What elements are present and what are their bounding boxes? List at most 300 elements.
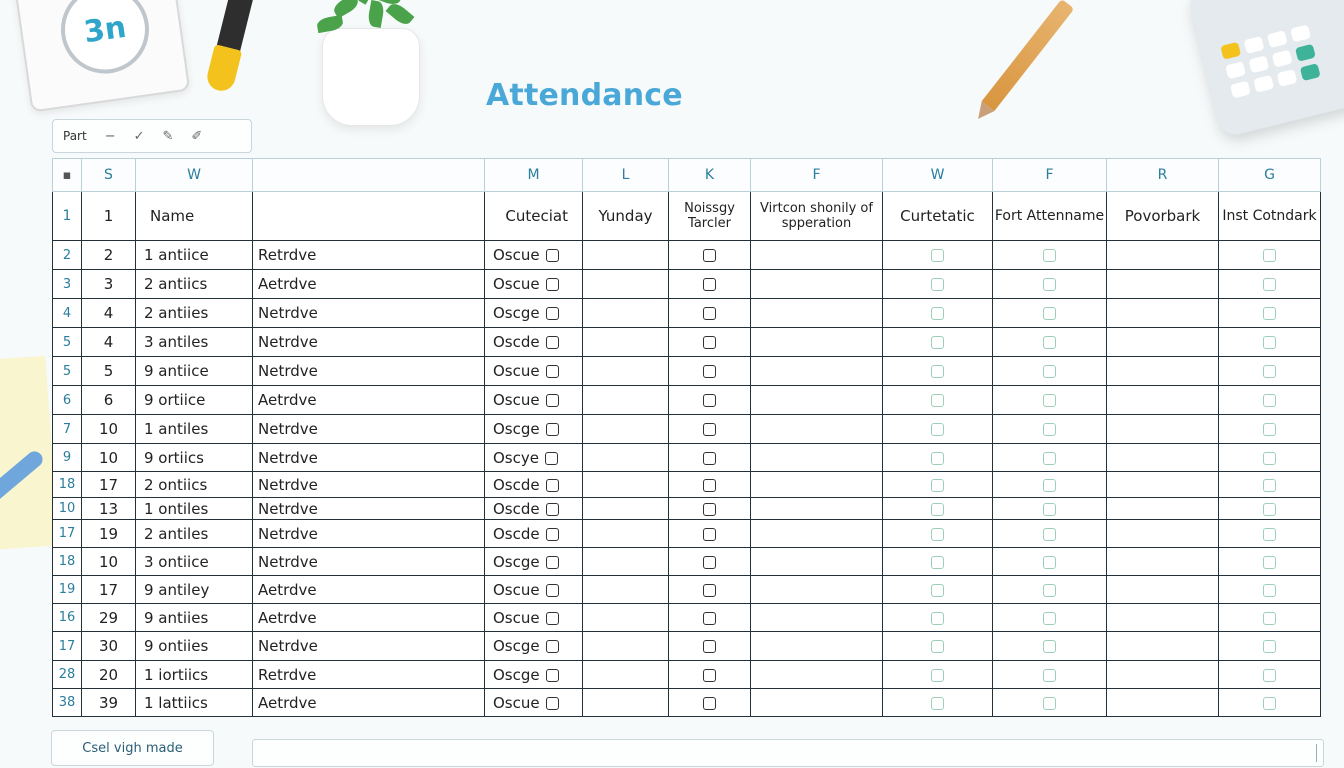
column-letter[interactable]: F xyxy=(751,159,883,192)
cell-empty[interactable] xyxy=(1107,415,1219,444)
cell-empty[interactable] xyxy=(1107,328,1219,357)
checkbox[interactable] xyxy=(546,640,559,653)
cell-checkbox[interactable] xyxy=(883,357,993,386)
row-number[interactable]: 9 xyxy=(53,444,82,472)
brush-icon[interactable]: ✐ xyxy=(191,128,203,144)
checkbox[interactable] xyxy=(703,479,716,492)
cell-status[interactable]: Netrdve xyxy=(253,498,485,520)
cell-empty[interactable] xyxy=(751,299,883,328)
checkbox[interactable] xyxy=(1263,452,1276,465)
row-number[interactable]: 16 xyxy=(53,604,82,632)
cell-empty[interactable] xyxy=(751,548,883,576)
cell-exam[interactable] xyxy=(485,386,583,415)
cell-checkbox[interactable] xyxy=(993,520,1107,548)
cell-empty[interactable] xyxy=(1107,444,1219,472)
checkbox[interactable] xyxy=(931,503,944,516)
cell-number[interactable]: 10 xyxy=(82,548,136,576)
cell-empty[interactable] xyxy=(1107,472,1219,498)
cell-empty[interactable] xyxy=(751,604,883,632)
cell-name[interactable]: 2 ontiics xyxy=(136,472,253,498)
cell-empty[interactable] xyxy=(751,386,883,415)
cell-checkbox[interactable] xyxy=(883,661,993,689)
checkbox[interactable] xyxy=(1263,365,1276,378)
cell-empty[interactable] xyxy=(583,576,669,604)
checkbox[interactable] xyxy=(1263,249,1276,262)
checkbox[interactable] xyxy=(1043,640,1056,653)
checkbox[interactable] xyxy=(1043,503,1056,516)
cell-exam[interactable] xyxy=(485,299,583,328)
cell-checkbox[interactable] xyxy=(1219,357,1321,386)
select-all-corner[interactable]: ▪ xyxy=(53,159,82,192)
cell-checkbox[interactable] xyxy=(669,520,751,548)
cell-checkbox[interactable] xyxy=(669,328,751,357)
cell-exam[interactable] xyxy=(485,357,583,386)
column-letter[interactable]: K xyxy=(669,159,751,192)
cell-checkbox[interactable] xyxy=(1219,661,1321,689)
cell-checkbox[interactable] xyxy=(993,328,1107,357)
cell-name[interactable]: 3 antiles xyxy=(136,328,253,357)
cell-checkbox[interactable] xyxy=(883,386,993,415)
header-cell[interactable] xyxy=(253,192,485,241)
cell-empty[interactable] xyxy=(751,241,883,270)
row-number[interactable]: 17 xyxy=(53,520,82,548)
cell-status[interactable]: Netrdve xyxy=(253,299,485,328)
cell-checkbox[interactable] xyxy=(883,241,993,270)
checkbox[interactable] xyxy=(1043,584,1056,597)
cell-checkbox[interactable] xyxy=(1219,386,1321,415)
column-letter[interactable]: L xyxy=(583,159,669,192)
cell-name[interactable]: 9 antiley xyxy=(136,576,253,604)
cell-checkbox[interactable] xyxy=(883,444,993,472)
cell-empty[interactable] xyxy=(1107,270,1219,299)
header-cell[interactable]: Povorbark xyxy=(1107,192,1219,241)
cell-number[interactable]: 3 xyxy=(82,270,136,299)
checkbox[interactable] xyxy=(1043,394,1056,407)
dash-icon[interactable]: − xyxy=(104,128,116,144)
cell-exam[interactable] xyxy=(485,444,583,472)
cell-checkbox[interactable] xyxy=(1219,444,1321,472)
checkbox[interactable] xyxy=(546,423,559,436)
cell-empty[interactable] xyxy=(583,357,669,386)
cell-number[interactable]: 29 xyxy=(82,604,136,632)
checkbox[interactable] xyxy=(1043,669,1056,682)
cell-checkbox[interactable] xyxy=(883,520,993,548)
cell-checkbox[interactable] xyxy=(993,241,1107,270)
checkbox[interactable] xyxy=(931,479,944,492)
cell-status[interactable]: Netrdve xyxy=(253,415,485,444)
cell-empty[interactable] xyxy=(751,472,883,498)
cell-number[interactable]: 4 xyxy=(82,328,136,357)
cell-checkbox[interactable] xyxy=(883,689,993,717)
checkbox[interactable] xyxy=(1263,394,1276,407)
checkbox[interactable] xyxy=(931,584,944,597)
cell-checkbox[interactable] xyxy=(669,576,751,604)
row-number[interactable]: 4 xyxy=(53,299,82,328)
row-number[interactable]: 10 xyxy=(53,498,82,520)
cell-checkbox[interactable] xyxy=(669,604,751,632)
checkbox[interactable] xyxy=(1263,612,1276,625)
cell-checkbox[interactable] xyxy=(883,328,993,357)
cell-checkbox[interactable] xyxy=(993,357,1107,386)
cell-exam[interactable] xyxy=(485,270,583,299)
cell-empty[interactable] xyxy=(583,498,669,520)
cell-checkbox[interactable] xyxy=(1219,415,1321,444)
cell-name[interactable]: 1 antiice xyxy=(136,241,253,270)
cell-checkbox[interactable] xyxy=(993,576,1107,604)
cell-status[interactable]: Aetrdve xyxy=(253,270,485,299)
pen-icon[interactable]: ✎ xyxy=(162,128,174,144)
checkbox[interactable] xyxy=(1263,528,1276,541)
cell-checkbox[interactable] xyxy=(669,357,751,386)
checkbox[interactable] xyxy=(703,528,716,541)
row-number[interactable]: 6 xyxy=(53,386,82,415)
checkbox[interactable] xyxy=(1043,479,1056,492)
cell-empty[interactable] xyxy=(751,576,883,604)
row-number[interactable]: 18 xyxy=(53,548,82,576)
cell-checkbox[interactable] xyxy=(993,498,1107,520)
cell-checkbox[interactable] xyxy=(669,241,751,270)
checkbox[interactable] xyxy=(546,669,559,682)
cell-status[interactable]: Aetrdve xyxy=(253,386,485,415)
cell-checkbox[interactable] xyxy=(883,270,993,299)
checkbox[interactable] xyxy=(1263,307,1276,320)
checkbox[interactable] xyxy=(1263,669,1276,682)
cell-empty[interactable] xyxy=(751,498,883,520)
cell-checkbox[interactable] xyxy=(1219,520,1321,548)
column-letter[interactable]: R xyxy=(1107,159,1219,192)
cell-checkbox[interactable] xyxy=(883,632,993,661)
cell-empty[interactable] xyxy=(1107,299,1219,328)
checkbox[interactable] xyxy=(703,365,716,378)
cell-empty[interactable] xyxy=(1107,604,1219,632)
cell-empty[interactable] xyxy=(1107,498,1219,520)
cell-checkbox[interactable] xyxy=(1219,328,1321,357)
cell-number[interactable]: 39 xyxy=(82,689,136,717)
checkbox[interactable] xyxy=(546,307,559,320)
cell-number[interactable]: 5 xyxy=(82,357,136,386)
cell-exam[interactable] xyxy=(485,548,583,576)
cell-empty[interactable] xyxy=(583,444,669,472)
checkbox[interactable] xyxy=(1263,556,1276,569)
cell-checkbox[interactable] xyxy=(1219,632,1321,661)
cell-empty[interactable] xyxy=(583,520,669,548)
checkbox[interactable] xyxy=(1043,307,1056,320)
header-cell[interactable]: 1 xyxy=(82,192,136,241)
cell-checkbox[interactable] xyxy=(883,415,993,444)
toolbar-label[interactable]: Part xyxy=(63,129,87,143)
checkbox[interactable] xyxy=(703,556,716,569)
cell-checkbox[interactable] xyxy=(669,270,751,299)
cell-number[interactable]: 4 xyxy=(82,299,136,328)
checkbox[interactable] xyxy=(703,669,716,682)
cell-checkbox[interactable] xyxy=(993,661,1107,689)
cell-name[interactable]: 9 antiies xyxy=(136,604,253,632)
row-number[interactable]: 38 xyxy=(53,689,82,717)
checkbox[interactable] xyxy=(703,697,716,710)
column-letter[interactable]: W xyxy=(136,159,253,192)
checkbox[interactable] xyxy=(546,336,559,349)
column-letter[interactable]: S xyxy=(82,159,136,192)
row-number[interactable]: 18 xyxy=(53,472,82,498)
checkbox[interactable] xyxy=(931,528,944,541)
cell-checkbox[interactable] xyxy=(1219,241,1321,270)
checkbox[interactable] xyxy=(703,584,716,597)
row-number[interactable]: 19 xyxy=(53,576,82,604)
cell-number[interactable]: 17 xyxy=(82,576,136,604)
cell-exam[interactable] xyxy=(485,241,583,270)
header-cell[interactable]: Cuteciat xyxy=(485,192,583,241)
checkbox[interactable] xyxy=(931,697,944,710)
column-letter[interactable]: G xyxy=(1219,159,1321,192)
checkbox[interactable] xyxy=(546,612,559,625)
row-number[interactable]: 28 xyxy=(53,661,82,689)
row-number[interactable]: 1 xyxy=(53,192,82,241)
checkbox[interactable] xyxy=(1043,423,1056,436)
cell-empty[interactable] xyxy=(583,299,669,328)
cell-empty[interactable] xyxy=(583,386,669,415)
cell-checkbox[interactable] xyxy=(1219,604,1321,632)
checkbox[interactable] xyxy=(1043,365,1056,378)
cell-name[interactable]: 1 lattiics xyxy=(136,689,253,717)
cell-checkbox[interactable] xyxy=(993,604,1107,632)
cell-empty[interactable] xyxy=(583,472,669,498)
cell-empty[interactable] xyxy=(583,415,669,444)
cell-status[interactable]: Netrdve xyxy=(253,472,485,498)
cell-empty[interactable] xyxy=(1107,386,1219,415)
header-cell[interactable]: Yunday xyxy=(583,192,669,241)
checkbox[interactable] xyxy=(931,307,944,320)
checkbox[interactable] xyxy=(931,640,944,653)
cell-checkbox[interactable] xyxy=(1219,270,1321,299)
cell-exam[interactable] xyxy=(485,576,583,604)
cell-checkbox[interactable] xyxy=(993,270,1107,299)
cell-empty[interactable] xyxy=(751,328,883,357)
checkbox[interactable] xyxy=(1043,612,1056,625)
cell-checkbox[interactable] xyxy=(993,444,1107,472)
cell-checkbox[interactable] xyxy=(1219,689,1321,717)
cell-exam[interactable] xyxy=(485,415,583,444)
cell-checkbox[interactable] xyxy=(993,415,1107,444)
cell-checkbox[interactable] xyxy=(993,299,1107,328)
cell-checkbox[interactable] xyxy=(993,386,1107,415)
checkbox[interactable] xyxy=(1043,452,1056,465)
cell-empty[interactable] xyxy=(751,661,883,689)
cell-exam[interactable] xyxy=(485,498,583,520)
cell-exam[interactable] xyxy=(485,604,583,632)
cell-status[interactable]: Netrdve xyxy=(253,444,485,472)
checkbox[interactable] xyxy=(703,503,716,516)
checkbox[interactable] xyxy=(1043,528,1056,541)
checkbox[interactable] xyxy=(703,307,716,320)
cell-empty[interactable] xyxy=(1107,661,1219,689)
checkbox[interactable] xyxy=(1263,697,1276,710)
cell-name[interactable]: 9 ortiics xyxy=(136,444,253,472)
cell-empty[interactable] xyxy=(1107,576,1219,604)
checkbox[interactable] xyxy=(703,612,716,625)
checkbox[interactable] xyxy=(546,394,559,407)
cell-empty[interactable] xyxy=(751,415,883,444)
cell-checkbox[interactable] xyxy=(883,548,993,576)
cell-checkbox[interactable] xyxy=(993,689,1107,717)
cell-exam[interactable] xyxy=(485,472,583,498)
cell-empty[interactable] xyxy=(583,661,669,689)
checkbox[interactable] xyxy=(931,452,944,465)
cell-exam[interactable] xyxy=(485,328,583,357)
header-cell[interactable]: Name xyxy=(136,192,253,241)
cell-checkbox[interactable] xyxy=(1219,472,1321,498)
cell-number[interactable]: 19 xyxy=(82,520,136,548)
cell-checkbox[interactable] xyxy=(1219,548,1321,576)
checkbox[interactable] xyxy=(1263,584,1276,597)
checkbox[interactable] xyxy=(546,528,559,541)
cell-status[interactable]: Retrdve xyxy=(253,661,485,689)
cell-name[interactable]: 9 antiice xyxy=(136,357,253,386)
header-cell[interactable]: Curtetatic xyxy=(883,192,993,241)
cell-exam[interactable] xyxy=(485,632,583,661)
checkbox[interactable] xyxy=(1263,278,1276,291)
cell-number[interactable]: 6 xyxy=(82,386,136,415)
header-cell[interactable]: Inst Cotndark xyxy=(1219,192,1321,241)
cell-empty[interactable] xyxy=(583,241,669,270)
cell-checkbox[interactable] xyxy=(669,548,751,576)
cell-checkbox[interactable] xyxy=(669,299,751,328)
row-number[interactable]: 5 xyxy=(53,357,82,386)
cell-empty[interactable] xyxy=(1107,520,1219,548)
check-icon[interactable]: ✓ xyxy=(133,128,145,144)
cell-empty[interactable] xyxy=(583,270,669,299)
checkbox[interactable] xyxy=(1263,479,1276,492)
scrollbar-handle[interactable] xyxy=(1316,744,1317,762)
cell-empty[interactable] xyxy=(1107,548,1219,576)
checkbox[interactable] xyxy=(1043,556,1056,569)
cell-empty[interactable] xyxy=(583,689,669,717)
cell-empty[interactable] xyxy=(751,357,883,386)
cell-name[interactable]: 2 antiies xyxy=(136,299,253,328)
checkbox[interactable] xyxy=(1043,697,1056,710)
cell-empty[interactable] xyxy=(1107,241,1219,270)
cell-checkbox[interactable] xyxy=(883,299,993,328)
checkbox[interactable] xyxy=(1263,640,1276,653)
cell-empty[interactable] xyxy=(583,604,669,632)
cell-name[interactable]: 2 antiles xyxy=(136,520,253,548)
cell-checkbox[interactable] xyxy=(669,498,751,520)
cell-number[interactable]: 2 xyxy=(82,241,136,270)
cell-status[interactable]: Netrdve xyxy=(253,357,485,386)
cell-status[interactable]: Aetrdve xyxy=(253,576,485,604)
header-cell[interactable]: Noissgy Tarcler xyxy=(669,192,751,241)
cell-name[interactable]: 9 ontiies xyxy=(136,632,253,661)
checkbox[interactable] xyxy=(1263,336,1276,349)
cell-name[interactable]: 3 ontiice xyxy=(136,548,253,576)
checkbox[interactable] xyxy=(931,556,944,569)
checkbox[interactable] xyxy=(931,612,944,625)
cell-checkbox[interactable] xyxy=(883,604,993,632)
cell-empty[interactable] xyxy=(583,632,669,661)
cell-exam[interactable] xyxy=(485,520,583,548)
cell-checkbox[interactable] xyxy=(883,498,993,520)
column-letter[interactable]: M xyxy=(485,159,583,192)
checkbox[interactable] xyxy=(546,697,559,710)
cell-checkbox[interactable] xyxy=(669,632,751,661)
row-number[interactable]: 2 xyxy=(53,241,82,270)
checkbox[interactable] xyxy=(546,556,559,569)
checkbox[interactable] xyxy=(931,423,944,436)
cell-checkbox[interactable] xyxy=(1219,299,1321,328)
cell-number[interactable]: 10 xyxy=(82,415,136,444)
cell-status[interactable]: Netrdve xyxy=(253,632,485,661)
checkbox[interactable] xyxy=(1043,278,1056,291)
checkbox[interactable] xyxy=(931,394,944,407)
row-number[interactable]: 5 xyxy=(53,328,82,357)
row-number[interactable]: 3 xyxy=(53,270,82,299)
checkbox[interactable] xyxy=(546,503,559,516)
cell-checkbox[interactable] xyxy=(669,386,751,415)
cell-name[interactable]: 9 ortiice xyxy=(136,386,253,415)
cell-empty[interactable] xyxy=(1107,357,1219,386)
checkbox[interactable] xyxy=(931,336,944,349)
checkbox[interactable] xyxy=(703,452,716,465)
checkbox[interactable] xyxy=(931,249,944,262)
cell-checkbox[interactable] xyxy=(993,548,1107,576)
cell-checkbox[interactable] xyxy=(993,632,1107,661)
cell-empty[interactable] xyxy=(751,270,883,299)
checkbox[interactable] xyxy=(703,423,716,436)
checkbox[interactable] xyxy=(546,365,559,378)
column-letter[interactable] xyxy=(253,159,485,192)
cell-name[interactable]: 1 iortiics xyxy=(136,661,253,689)
checkbox[interactable] xyxy=(545,452,558,465)
checkbox[interactable] xyxy=(931,365,944,378)
cell-number[interactable]: 13 xyxy=(82,498,136,520)
cell-exam[interactable] xyxy=(485,689,583,717)
cell-checkbox[interactable] xyxy=(669,415,751,444)
cell-status[interactable]: Aetrdve xyxy=(253,689,485,717)
cell-checkbox[interactable] xyxy=(669,661,751,689)
cell-status[interactable]: Retrdve xyxy=(253,241,485,270)
cell-checkbox[interactable] xyxy=(883,576,993,604)
cell-view-mode-button[interactable]: Csel vigh made xyxy=(51,730,214,766)
cell-empty[interactable] xyxy=(1107,632,1219,661)
cell-empty[interactable] xyxy=(583,328,669,357)
cell-name[interactable]: 1 antiles xyxy=(136,415,253,444)
cell-checkbox[interactable] xyxy=(669,689,751,717)
header-cell[interactable]: Fort Attenname xyxy=(993,192,1107,241)
cell-empty[interactable] xyxy=(751,444,883,472)
checkbox[interactable] xyxy=(931,278,944,291)
cell-status[interactable]: Netrdve xyxy=(253,520,485,548)
checkbox[interactable] xyxy=(931,669,944,682)
cell-checkbox[interactable] xyxy=(669,472,751,498)
cell-name[interactable]: 1 ontiles xyxy=(136,498,253,520)
checkbox[interactable] xyxy=(546,584,559,597)
formula-input[interactable] xyxy=(252,739,1324,767)
cell-checkbox[interactable] xyxy=(1219,576,1321,604)
cell-empty[interactable] xyxy=(1107,689,1219,717)
checkbox[interactable] xyxy=(1043,249,1056,262)
cell-number[interactable]: 30 xyxy=(82,632,136,661)
checkbox[interactable] xyxy=(703,336,716,349)
cell-number[interactable]: 10 xyxy=(82,444,136,472)
checkbox[interactable] xyxy=(703,249,716,262)
checkbox[interactable] xyxy=(546,278,559,291)
cell-empty[interactable] xyxy=(583,548,669,576)
header-cell[interactable]: Virtcon shonily of spperation xyxy=(751,192,883,241)
cell-checkbox[interactable] xyxy=(1219,498,1321,520)
row-number[interactable]: 17 xyxy=(53,632,82,661)
cell-checkbox[interactable] xyxy=(669,444,751,472)
checkbox[interactable] xyxy=(703,640,716,653)
column-letter[interactable]: F xyxy=(993,159,1107,192)
